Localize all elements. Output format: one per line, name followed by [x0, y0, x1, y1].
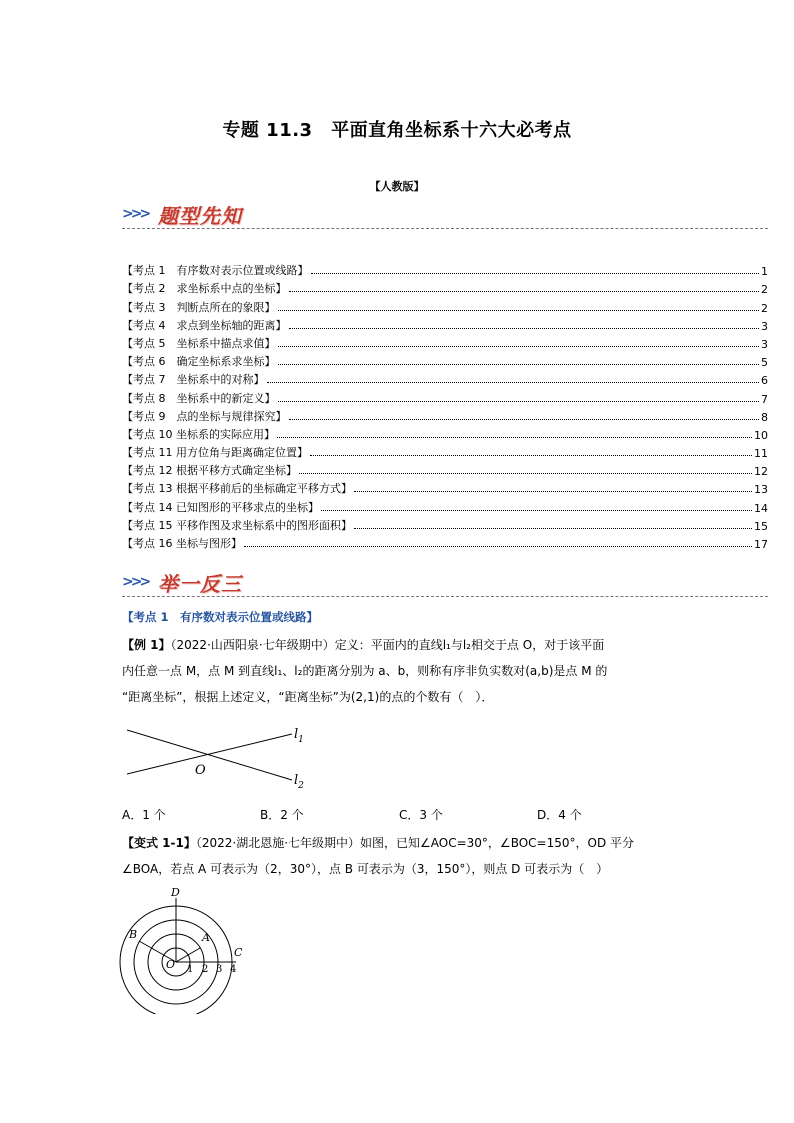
toc-entry-label: 【考点 16 坐标与图形】: [122, 537, 242, 550]
toc-entry-page: 15: [754, 519, 768, 533]
toc-entry-page: 14: [754, 501, 768, 515]
toc-entry-label: 【考点 13 根据平移前后的坐标确定平移方式】: [122, 482, 352, 496]
toc-entry[interactable]: [122, 533, 768, 551]
intersecting-lines-figure: [122, 722, 322, 797]
banner-arrows-icon: >>>: [122, 206, 149, 222]
option-d[interactable]: D．4 个: [537, 808, 582, 822]
toc-entry-page: 6: [761, 374, 768, 388]
section-banner-practice: [122, 568, 768, 598]
section-banner-overview: [122, 200, 768, 230]
toc-entry[interactable]: [122, 460, 768, 478]
toc-entry-label: 【考点 14 已知图形的平移求点的坐标】: [122, 500, 319, 514]
toc-entry-page: 13: [754, 483, 768, 497]
option-b[interactable]: B．2 个: [260, 808, 304, 822]
tick-2: 2: [202, 964, 209, 975]
toc-entry[interactable]: [122, 278, 768, 296]
variant-line-2: ∠BOA，若点 A 可表示为（2，30°），点 B 可表示为（3，150°），则点 D 可表示为（ ）: [122, 862, 609, 876]
toc-leader-dots: [310, 454, 752, 456]
toc-entry-page: 3: [761, 337, 768, 351]
table-of-contents: [122, 260, 768, 551]
toc-entry-label: 【考点 11 用方位角与距离确定位置】: [122, 446, 308, 460]
example-line-3: “距离坐标”，根据上述定义，“距离坐标”为(2,1)的点的个数有（ ）．: [122, 690, 494, 704]
label-d: D: [171, 886, 180, 899]
toc-entry-page: 10: [754, 428, 768, 442]
tick-1: 1: [187, 964, 194, 975]
toc-leader-dots: [278, 400, 760, 402]
concentric-circles-figure: [118, 884, 258, 1014]
section-heading: 【考点 1 有序数对表示位置或线路】: [122, 610, 319, 624]
toc-entry-page: 1: [761, 265, 768, 279]
toc-leader-dots: [278, 363, 760, 365]
toc-entry-page: 2: [761, 301, 768, 315]
variant-1-1: [122, 830, 782, 882]
toc-entry-page: 8: [761, 410, 768, 424]
toc-entry[interactable]: [122, 406, 768, 424]
example-line-2: 内任意一点 M，点 M 到直线l₁、l₂的距离分别为 a、b，则称有序非负实数对(a,b)是点 M 的: [122, 664, 608, 678]
divider: [122, 228, 768, 229]
label-c: C: [234, 946, 243, 959]
toc-leader-dots: [311, 272, 760, 274]
label-l2: $l_2$: [294, 773, 304, 791]
toc-entry[interactable]: [122, 442, 768, 460]
answer-options: [122, 806, 722, 828]
toc-leader-dots: [289, 290, 760, 292]
example-tag: 【例 1】: [122, 638, 171, 652]
toc-entry-label: 【考点 7 坐标系中的对称】: [122, 373, 265, 387]
toc-leader-dots: [278, 309, 760, 311]
toc-entry-label: 【考点 1 有序数对表示位置或线路】: [122, 264, 309, 278]
tick-4: 4: [230, 964, 237, 975]
toc-leader-dots: [354, 490, 752, 492]
edition-label: 【人教版】: [369, 180, 425, 193]
toc-entry[interactable]: [122, 369, 768, 387]
toc-leader-dots: [278, 345, 760, 347]
toc-entry-label: 【考点 8 坐标系中的新定义】: [122, 391, 276, 405]
toc-entry-label: 【考点 3 判断点所在的象限】: [122, 300, 276, 314]
toc-entry-label: 【考点 10 坐标系的实际应用】: [122, 427, 275, 441]
toc-entry-label: 【考点 5 坐标系中描点求值】: [122, 336, 276, 350]
label-o: O: [166, 958, 176, 971]
toc-entry[interactable]: [122, 351, 768, 369]
example-1: [122, 632, 782, 710]
banner-title: 题型先知: [158, 204, 242, 228]
toc-entry[interactable]: [122, 387, 768, 405]
variant-tag: 【变式 1-1】: [122, 836, 196, 850]
toc-entry-page: 2: [761, 283, 768, 297]
toc-leader-dots: [289, 418, 760, 420]
line-l2: [127, 730, 292, 780]
toc-entry-label: 【考点 15 平移作图及求坐标系中的图形面积】: [122, 518, 352, 532]
toc-entry[interactable]: [122, 515, 768, 533]
toc-entry[interactable]: [122, 315, 768, 333]
toc-entry-label: 【考点 4 求点到坐标轴的距离】: [122, 318, 287, 332]
divider: [122, 596, 768, 597]
option-c[interactable]: C．3 个: [399, 808, 443, 822]
banner-title: 举一反三: [158, 572, 242, 596]
toc-entry[interactable]: [122, 424, 768, 442]
toc-entry[interactable]: [122, 333, 768, 351]
option-a[interactable]: A．1 个: [122, 808, 166, 822]
toc-leader-dots: [289, 327, 760, 329]
toc-entry-page: 7: [761, 392, 768, 406]
tick-3: 3: [216, 964, 223, 975]
toc-entry-label: 【考点 9 点的坐标与规律探究】: [122, 409, 287, 423]
toc-entry[interactable]: [122, 478, 768, 496]
toc-entry-page: 11: [754, 447, 768, 461]
toc-entry[interactable]: [122, 296, 768, 314]
label-a: A: [202, 931, 210, 944]
toc-entry[interactable]: [122, 496, 768, 514]
label-b: B: [129, 928, 138, 941]
toc-entry[interactable]: [122, 260, 768, 278]
label-o: O: [195, 763, 206, 778]
toc-entry-label: 【考点 12 根据平移方式确定坐标】: [122, 464, 297, 478]
toc-leader-dots: [321, 509, 752, 511]
toc-entry-page: 3: [761, 319, 768, 333]
toc-entry-label: 【考点 6 确定坐标系求坐标】: [122, 355, 276, 369]
toc-entry-label: 【考点 2 求坐标系中点的坐标】: [122, 282, 287, 296]
example-line-1: （2022·山西阳泉·七年级期中）定义：平面内的直线l₁与l₂相交于点 O，对于该平面: [170, 638, 605, 652]
toc-leader-dots: [267, 381, 760, 383]
toc-leader-dots: [354, 527, 752, 529]
ray-oa: [176, 948, 200, 962]
label-l1: $l_1$: [294, 727, 304, 745]
toc-leader-dots: [299, 472, 752, 474]
page-title: 专题 11.3 平面直角坐标系十六大必考点: [222, 120, 572, 141]
line-l1: [127, 734, 292, 774]
toc-leader-dots: [244, 545, 752, 547]
toc-leader-dots: [277, 436, 752, 438]
toc-entry-page: 5: [761, 356, 768, 370]
toc-entry-page: 12: [754, 465, 768, 479]
toc-entry-page: 17: [754, 538, 768, 551]
banner-arrows-icon: >>>: [122, 574, 149, 590]
variant-line-1: （2022·湖北恩施·七年级期中）如图，已知∠AOC=30°，∠BOC=150°，OD 平分: [195, 836, 634, 850]
